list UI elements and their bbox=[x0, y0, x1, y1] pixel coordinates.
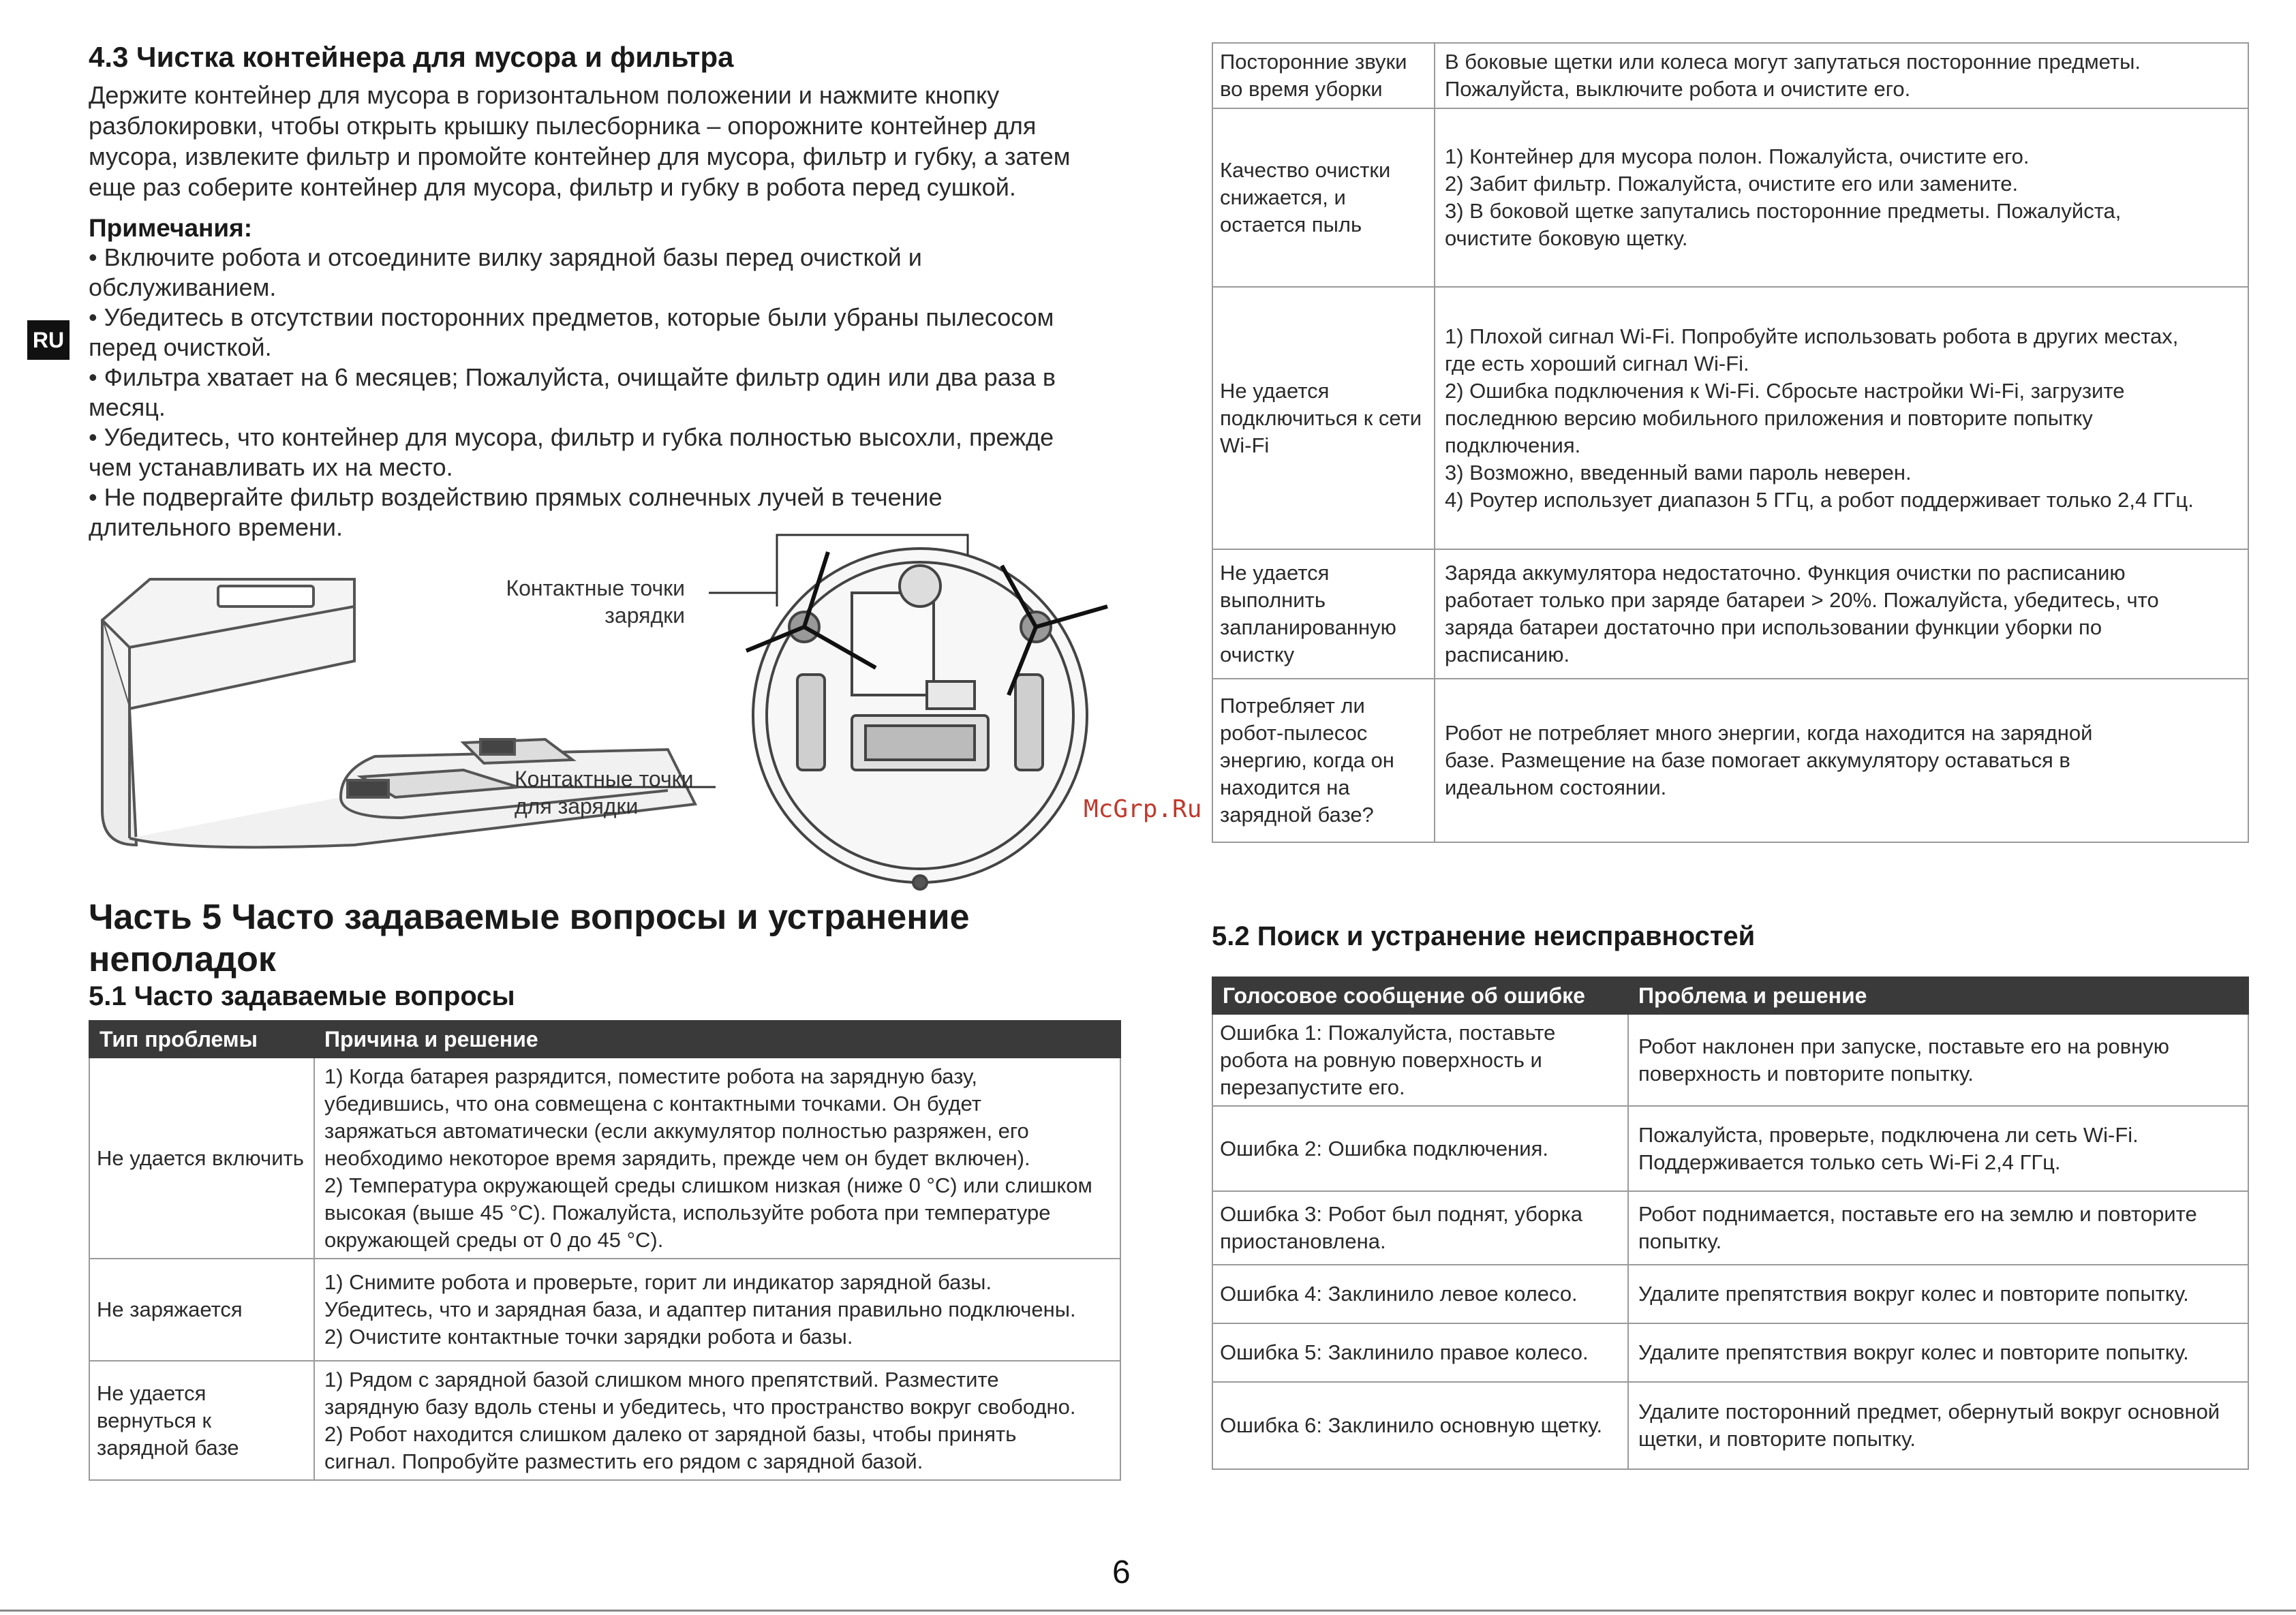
solution-cell bbox=[1435, 108, 2248, 287]
solution-line: высокая (выше 45 °C). Пожалуйста, используйте робота при температуре bbox=[324, 1200, 1051, 1225]
solution-line: заряжаться автоматически (если аккумулятор полностью разряжен, его bbox=[324, 1118, 1029, 1143]
section-5-1-title: 5.1 Часто задаваемые вопросы bbox=[89, 981, 515, 1011]
error-cell: Ошибка 2: Ошибка подключения. bbox=[1212, 1106, 1628, 1191]
solution-line: 1) Плохой сигнал Wi-Fi. Попробуйте использовать робота в других местах, bbox=[1445, 324, 2179, 348]
solution-line: 1) Рядом с зарядной базой слишком много препятствий. Разместите bbox=[324, 1367, 999, 1391]
solution-line: Убедитесь, что и зарядная база, и адаптер питания правильно подключены. bbox=[324, 1297, 1076, 1321]
solution-cell bbox=[1435, 549, 2248, 679]
solution-line: последнюю версию мобильного приложения и повторите попытку bbox=[1445, 405, 2093, 430]
solution-line: сигнал. Попробуйте разместить его рядом с зарядной базой. bbox=[324, 1449, 923, 1473]
header-problem-type: Тип проблемы bbox=[89, 1021, 314, 1058]
table-header-row bbox=[1212, 977, 2248, 1014]
table-header-row bbox=[89, 1021, 1120, 1058]
solution-line: Заряда аккумулятора недостаточно. Функция очистки по расписанию bbox=[1445, 561, 2126, 585]
part-title-line: Часть 5 Часто задаваемые вопросы и устранение bbox=[89, 897, 970, 937]
bottom-divider bbox=[0, 1610, 2296, 1612]
table-row bbox=[1212, 679, 2248, 842]
solution-line: необходимо некоторое время зарядить, прежде чем он будет включен). bbox=[324, 1145, 1030, 1170]
error-cell: Ошибка 3: Робот был поднят, уборка приостановлена. bbox=[1212, 1191, 1628, 1265]
figure-label-bottom bbox=[515, 765, 694, 820]
solution-line: 4) Роутер использует диапазон 5 ГГц, а робот поддерживает только 2,4 ГГц. bbox=[1445, 487, 2194, 512]
solution-line: заряда батареи достаточно при использовании функции уборки по bbox=[1445, 615, 2102, 639]
header-problem-solution: Проблема и решение bbox=[1628, 977, 2248, 1014]
table-row bbox=[89, 1361, 1120, 1480]
error-cell: Ошибка 6: Заклинило основную щетку. bbox=[1212, 1382, 1628, 1469]
solution-line: подключения. bbox=[1445, 433, 1581, 457]
solution-line: окружающей среды от 0 до 45 °C). bbox=[324, 1227, 664, 1252]
note-line: • Включите робота и отсоедините вилку зарядной базы перед очисткой и bbox=[89, 243, 922, 271]
table-row bbox=[1212, 108, 2248, 287]
solution-line: расписанию. bbox=[1445, 643, 1570, 666]
table-row bbox=[1212, 287, 2248, 549]
table-row bbox=[1212, 1191, 2248, 1265]
note-line: • Убедитесь в отсутствии посторонних предметов, которые были убраны пылесосом bbox=[89, 303, 1054, 331]
section-4-3-title: 4.3 Чистка контейнера для мусора и фильтра bbox=[89, 41, 734, 73]
problem-cell: Не заряжается bbox=[89, 1259, 314, 1361]
solution-line: Робот не потребляет много энергии, когда находится на зарядной bbox=[1445, 721, 2093, 745]
notes-list bbox=[89, 243, 1131, 542]
solution-cell: Пожалуйста, проверьте, подключена ли сеть Wi-Fi. Поддерживается только сеть Wi-Fi 2,4 ГГц. bbox=[1628, 1106, 2248, 1191]
note-line: месяц. bbox=[89, 393, 166, 421]
solution-cell bbox=[1435, 287, 2248, 549]
solution-cell: Робот поднимается, поставьте его на землю и повторите попытку. bbox=[1628, 1191, 2248, 1265]
table-row bbox=[1212, 1014, 2248, 1106]
figure-label-line: Контактные точки bbox=[506, 576, 685, 600]
error-cell: Ошибка 1: Пожалуйста, поставьте робота на ровную поверхность и перезапустите его. bbox=[1212, 1014, 1628, 1106]
note-line: перед очисткой. bbox=[89, 333, 272, 361]
header-voice-error: Голосовое сообщение об ошибке bbox=[1212, 977, 1628, 1014]
robot-bottom-illustration bbox=[753, 549, 1087, 889]
solution-line: 1) Когда батарея разрядится, поместите робота на зарядную базу, bbox=[324, 1064, 977, 1088]
part-5-title bbox=[89, 896, 1152, 981]
note-line: чем устанавливать их на место. bbox=[89, 453, 453, 481]
problem-cell: Не удается вернуться к зарядной базе bbox=[89, 1361, 314, 1480]
body-line: мусора, извлеките фильтр и промойте контейнер для мусора, фильтр и губку, а затем bbox=[89, 142, 1071, 170]
solution-line: Пожалуйста, выключите робота и очистите его. bbox=[1445, 77, 1911, 101]
solution-cell: Удалите посторонний предмет, обернутый вокруг основной щетки, и повторите попытку. bbox=[1628, 1382, 2248, 1469]
solution-cell: Удалите препятствия вокруг колес и повторите попытку. bbox=[1628, 1265, 2248, 1323]
solution-cell: Робот наклонен при запуске, поставьте его на ровную поверхность и повторите попытку. bbox=[1628, 1014, 2248, 1106]
note-line: • Убедитесь, что контейнер для мусора, фильтр и губка полностью высохли, прежде bbox=[89, 423, 1054, 451]
watermark: McGrp.Ru bbox=[1084, 795, 1202, 823]
table-row bbox=[89, 1058, 1120, 1259]
solution-line: 1) Снимите робота и проверьте, горит ли индикатор зарядной базы. bbox=[324, 1270, 992, 1294]
figure-label-top bbox=[477, 574, 685, 629]
solution-line: В боковые щетки или колеса могут запутаться посторонние предметы. bbox=[1445, 50, 2141, 74]
solution-line: 2) Температура окружающей среды слишком низкая (ниже 0 °C) или слишком bbox=[324, 1173, 1092, 1197]
language-badge: RU bbox=[27, 320, 70, 360]
section-5-2-title: 5.2 Поиск и устранение неисправностей bbox=[1212, 921, 1756, 951]
section-4-3-body bbox=[89, 80, 1131, 202]
solution-line: убедившись, что она совмещена с контактными точками. Он будет bbox=[324, 1091, 981, 1116]
note-line: • Не подвергайте фильтр воздействию прямых солнечных лучей в течение bbox=[89, 483, 943, 511]
figure-label-line: зарядки bbox=[604, 603, 685, 628]
notes-title: Примечания: bbox=[89, 214, 253, 242]
problem-cell: Не удается включить bbox=[89, 1058, 314, 1259]
solution-cell bbox=[1435, 43, 2248, 108]
error-cell: Ошибка 5: Заклинило правое колесо. bbox=[1212, 1323, 1628, 1382]
figure-label-line: Контактные точки bbox=[515, 767, 694, 791]
solution-line: 2) Ошибка подключения к Wi-Fi. Сбросьте настройки Wi-Fi, загрузите bbox=[1445, 378, 2125, 403]
solution-line: 2) Очистите контактные точки зарядки робота и базы. bbox=[324, 1325, 853, 1349]
problem-cell: Посторонние звуки во время уборки bbox=[1212, 43, 1435, 108]
error-cell: Ошибка 4: Заклинило левое колесо. bbox=[1212, 1265, 1628, 1323]
header-cause-solution: Причина и решение bbox=[314, 1021, 1120, 1058]
solution-cell bbox=[314, 1259, 1120, 1361]
solution-line: 1) Контейнер для мусора полон. Пожалуйста, очистите его. bbox=[1445, 144, 2030, 168]
table-row bbox=[1212, 1106, 2248, 1191]
note-line: обслуживанием. bbox=[89, 273, 277, 301]
body-line: Держите контейнер для мусора в горизонтальном положении и нажмите кнопку bbox=[89, 81, 1000, 109]
solution-line: идеальном состоянии. bbox=[1445, 775, 1667, 799]
solution-line: 3) В боковой щетке запутались посторонние предметы. Пожалуйста, bbox=[1445, 199, 2122, 223]
table-row bbox=[1212, 43, 2248, 108]
body-line: разблокировки, чтобы открыть крышку пылесборника – опорожните контейнер для bbox=[89, 112, 1037, 140]
troubleshooting-table bbox=[1212, 976, 2249, 1470]
faq-table bbox=[89, 1020, 1121, 1481]
solution-cell: Удалите препятствия вокруг колес и повторите попытку. bbox=[1628, 1323, 2248, 1382]
solution-line: где есть хороший сигнал Wi-Fi. bbox=[1445, 351, 1749, 375]
solution-line: 2) Забит фильтр. Пожалуйста, очистите его или замените. bbox=[1445, 172, 2019, 196]
note-line: • Фильтра хватает на 6 месяцев; Пожалуйста, очищайте фильтр один или два раза в bbox=[89, 363, 1056, 391]
solution-cell bbox=[314, 1058, 1120, 1259]
problem-cell: Не удается выполнить запланированную очистку bbox=[1212, 549, 1435, 679]
problem-cell: Не удается подключиться к сети Wi-Fi bbox=[1212, 287, 1435, 549]
page-number: 6 bbox=[1112, 1554, 1131, 1590]
solution-line: работает только при заряде батареи > 20%. Пожалуйста, убедитесь, что bbox=[1445, 588, 2159, 612]
table-row bbox=[1212, 1265, 2248, 1323]
table-row bbox=[89, 1259, 1120, 1361]
solution-line: базе. Размещение на базе помогает аккумулятору оставаться в bbox=[1445, 748, 2070, 772]
solution-cell bbox=[1435, 679, 2248, 842]
table-row bbox=[1212, 549, 2248, 679]
solution-line: зарядную базу вдоль стены и убедитесь, что пространство вокруг свободно. bbox=[324, 1394, 1076, 1419]
figure-label-line: для зарядки bbox=[515, 794, 639, 818]
table-row bbox=[1212, 1382, 2248, 1469]
problem-cell: Качество очистки снижается, и остается пыль bbox=[1212, 108, 1435, 287]
part-title-line: неполадок bbox=[89, 940, 276, 979]
faq-table-continued bbox=[1212, 42, 2249, 843]
note-line: длительного времени. bbox=[89, 513, 343, 541]
solution-line: очистите боковую щетку. bbox=[1445, 226, 1688, 250]
table-row bbox=[1212, 1323, 2248, 1382]
solution-line: 2) Робот находится слишком далеко от зарядной базы, чтобы принять bbox=[324, 1421, 1017, 1446]
problem-cell: Потребляет ли робот-пылесос энергию, когда он находится на зарядной базе? bbox=[1212, 679, 1435, 842]
body-line: еще раз соберите контейнер для мусора, фильтр и губку в робота перед сушкой. bbox=[89, 173, 1016, 201]
solution-line: 3) Возможно, введенный вами пароль неверен. bbox=[1445, 460, 1912, 484]
solution-cell bbox=[314, 1361, 1120, 1480]
